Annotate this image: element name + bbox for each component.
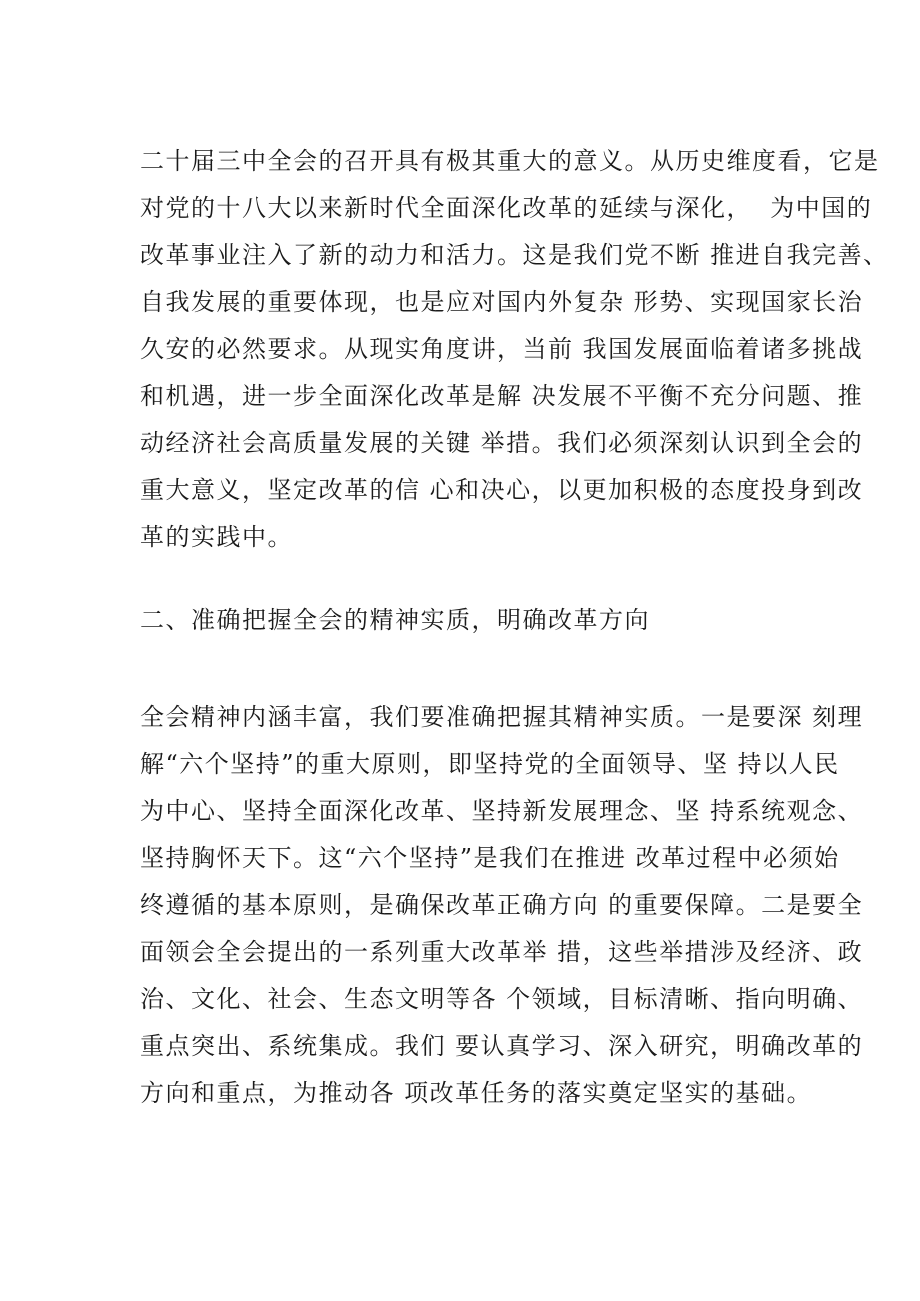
paragraph-2-line: 为中心、坚持全面深化改革、坚持新发展理念、坚 持系统观念、 [140,797,864,825]
paragraph-2-line: 解“六个坚持”的重大原则，即坚持党的全面领导、坚 持以人民 [140,750,840,778]
paragraph-2-line: 坚持胸怀天下。这“六个坚持”是我们在推进 改革过程中必须始 [140,844,840,872]
paragraph-1-line: 动经济社会高质量发展的关键 举措。我们必须深刻认识到全会的 [140,429,864,457]
paragraph-2-line: 终遵循的基本原则，是确保改革正确方向 的重要保障。二是要全 [140,891,864,919]
paragraph-2-line: 方向和重点，为推动各 项改革任务的落实奠定坚实的基础。 [140,1079,813,1107]
paragraph-1-line: 对党的十八大以来新时代全面深化改革的延续与深化， 为中国的 [140,194,873,222]
paragraph-1-line: 重大意义，坚定改革的信 心和决心，以更加积极的态度投身到改 [140,476,864,504]
paragraph-1-line: 久安的必然要求。从现实角度讲，当前 我国发展面临着诸多挑战 [140,335,864,363]
paragraph-2-line: 治、文化、社会、生态文明等各 个领域，目标清晰、指向明确、 [140,985,864,1013]
paragraph-1-line: 革的实践中。 [140,523,293,551]
paragraph-2-line: 重点突出、系统集成。我们 要认真学习、深入研究，明确改革的 [140,1032,864,1060]
paragraph-1-line: 和机遇，进一步全面深化改革是解 决发展不平衡不充分问题、推 [140,382,864,410]
paragraph-1-line: 自我发展的重要体现，也是应对国内外复杂 形势、实现国家长治 [140,288,864,316]
paragraph-1-line: 二十届三中全会的召开具有极其重大的意义。从历史维度看，它是 [140,147,880,175]
section-heading: 二、准确把握全会的精神实质，明确改革方向 [140,606,650,634]
paragraph-2-line: 全会精神内涵丰富，我们要准确把握其精神实质。一是要深 刻理 [140,703,864,731]
paragraph-2-line: 面领会全会提出的一系列重大改革举 措，这些举措涉及经济、政 [140,938,864,966]
paragraph-1-line: 改革事业注入了新的动力和活力。这是我们党不断 推进自我完善、 [140,241,889,269]
